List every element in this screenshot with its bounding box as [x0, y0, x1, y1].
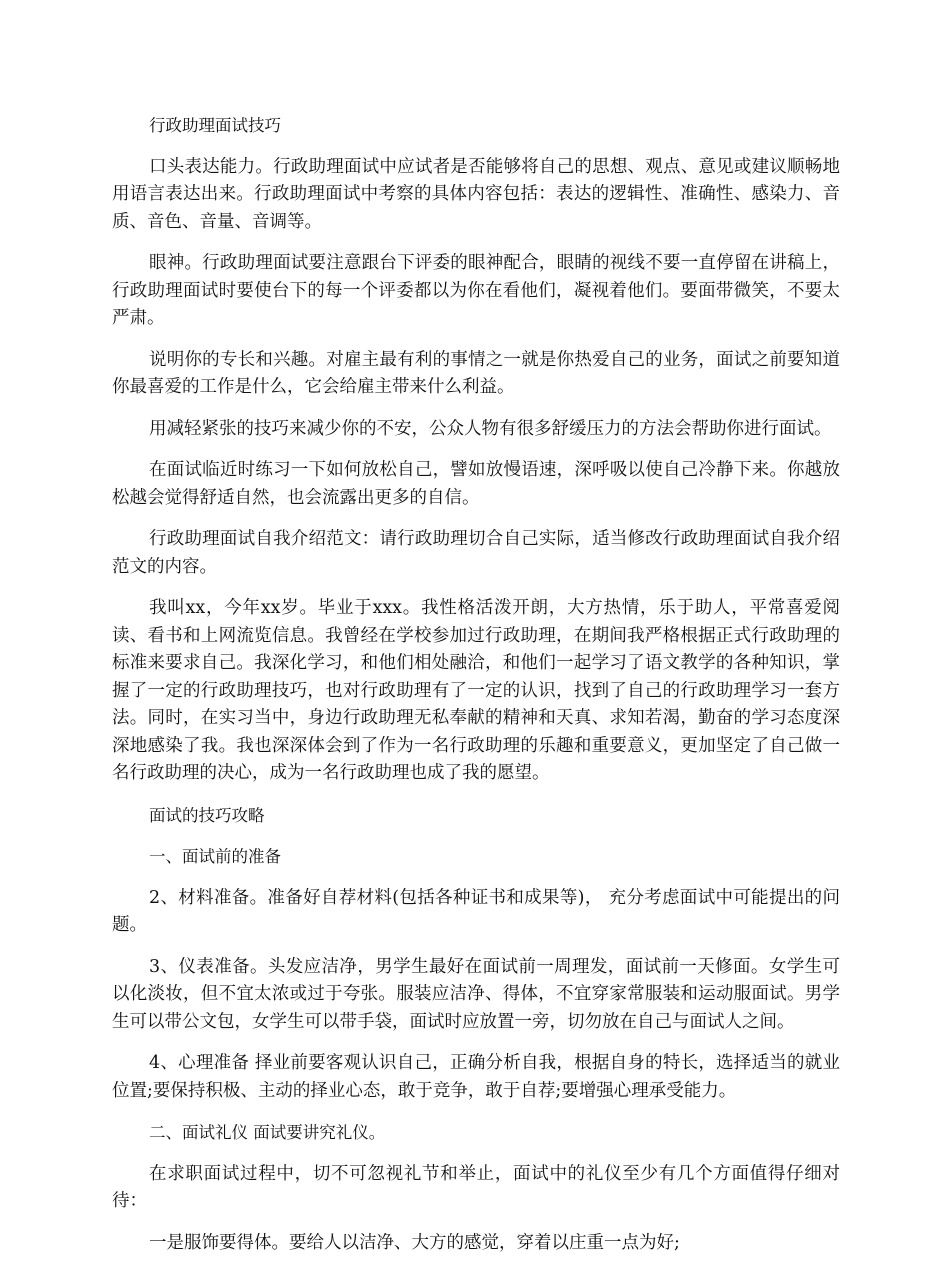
- document-page: [112, 112, 840, 1271]
- paragraph-etiquette-intro: 在求职面试过程中，切不可忽视礼节和举止，面试中的礼仪至少有几个方面值得仔细对待：: [112, 1163, 840, 1211]
- prep-item-materials: 2、材料准备。准备好自荐材料(包括各种证书和成果等)， 充分考虑面试中可能提出的问题。: [112, 887, 840, 935]
- subsection-preparation: 一、面试前的准备: [149, 847, 281, 866]
- paragraph-eye-contact: 眼神。行政助理面试要注意跟台下评委的眼神配合，眼睛的视线不要一直停留在讲稿上，行政助理面试时要使台下的每一个评委都以为你在看他们，凝视着他们。要面带微笑，不要太严肃。: [112, 253, 840, 328]
- paragraph-relax: 在面试临近时练习一下如何放松自己，譬如放慢语速，深呼吸以使自己冷静下来。你越放松越会觉得舒适自然，也会流露出更多的自信。: [112, 460, 840, 508]
- paragraph-etiquette-dress: 一是服饰要得体。要给人以洁净、大方的感觉，穿着以庄重一点为好;: [149, 1232, 680, 1253]
- section-title: 面试的技巧攻略: [149, 805, 265, 825]
- document-title: 行政助理面试技巧: [149, 116, 281, 135]
- paragraph-self-intro-note: 行政助理面试自我介绍范文：请行政助理切合自己实际，适当修改行政助理面试自我介绍范文的内容。: [112, 529, 840, 577]
- subsection-etiquette: 二、面试礼仪 面试要讲究礼仪。: [149, 1123, 386, 1142]
- paragraph-oral-expression: 口头表达能力。行政助理面试中应试者是否能够将自己的思想、观点、意见或建议顺畅地用语言表达出来。行政助理面试中考察的具体内容包括：表达的逻辑性、准确性、感染力、音质、音色、音量、音调等。: [112, 156, 840, 232]
- paragraph-strengths-interests: 说明你的专长和兴趣。对雇主最有利的事情之一就是你热爱自己的业务，面试之前要知道你最喜爱的工作是什么，它会给雇主带来什么利益。: [112, 349, 840, 397]
- prep-item-mental: 4、心理准备 择业前要客观认识自己，正确分析自我，根据自身的特长，选择适当的就业位置;要保持积极、主动的择业心态，敢于竞争，敢于自荐;要增强心理承受能力。: [112, 1053, 840, 1101]
- paragraph-self-intro-sample: 我叫xx，今年xx岁。毕业于xxx。我性格活泼开朗，大方热情，乐于助人，平常喜爱阅读、看书和上网流览信息。我曾经在学校参加过行政助理，在期间我严格根据正式行政助理的标准来要求自己。我深化学习，和他们相处融洽，和他们一起学习了语文教学的各种知识，掌握了一定的行政助理技巧，也对行政助理有了一定的认识，找到了自己的行政助理学习一套方法。同时，在实习当中，身边行政助理无私奉献的精神和天真、求知若渴，勤奋的学习态度深深地感染了我。我也深深体会到了作为一名行政助理的乐趣和重要意义，更加坚定了自己做一名行政助理的决心，成为一名行政助理也成了我的愿望。: [112, 598, 840, 783]
- paragraph-reduce-tension: 用减轻紧张的技巧来减少你的不安，公众人物有很多舒缓压力的方法会帮助你进行面试。: [149, 418, 832, 439]
- prep-item-appearance: 3、仪表准备。头发应洁净，男学生最好在面试前一周理发，面试前一天修面。女学生可以化淡妆，但不宜太浓或过于夸张。服装应洁净、得体，不宜穿家常服装和运动服面试。男学生可以带公文包，女学生可以带手袋，面试时应放置一旁，切勿放在自己与面试人之间。: [112, 956, 840, 1032]
